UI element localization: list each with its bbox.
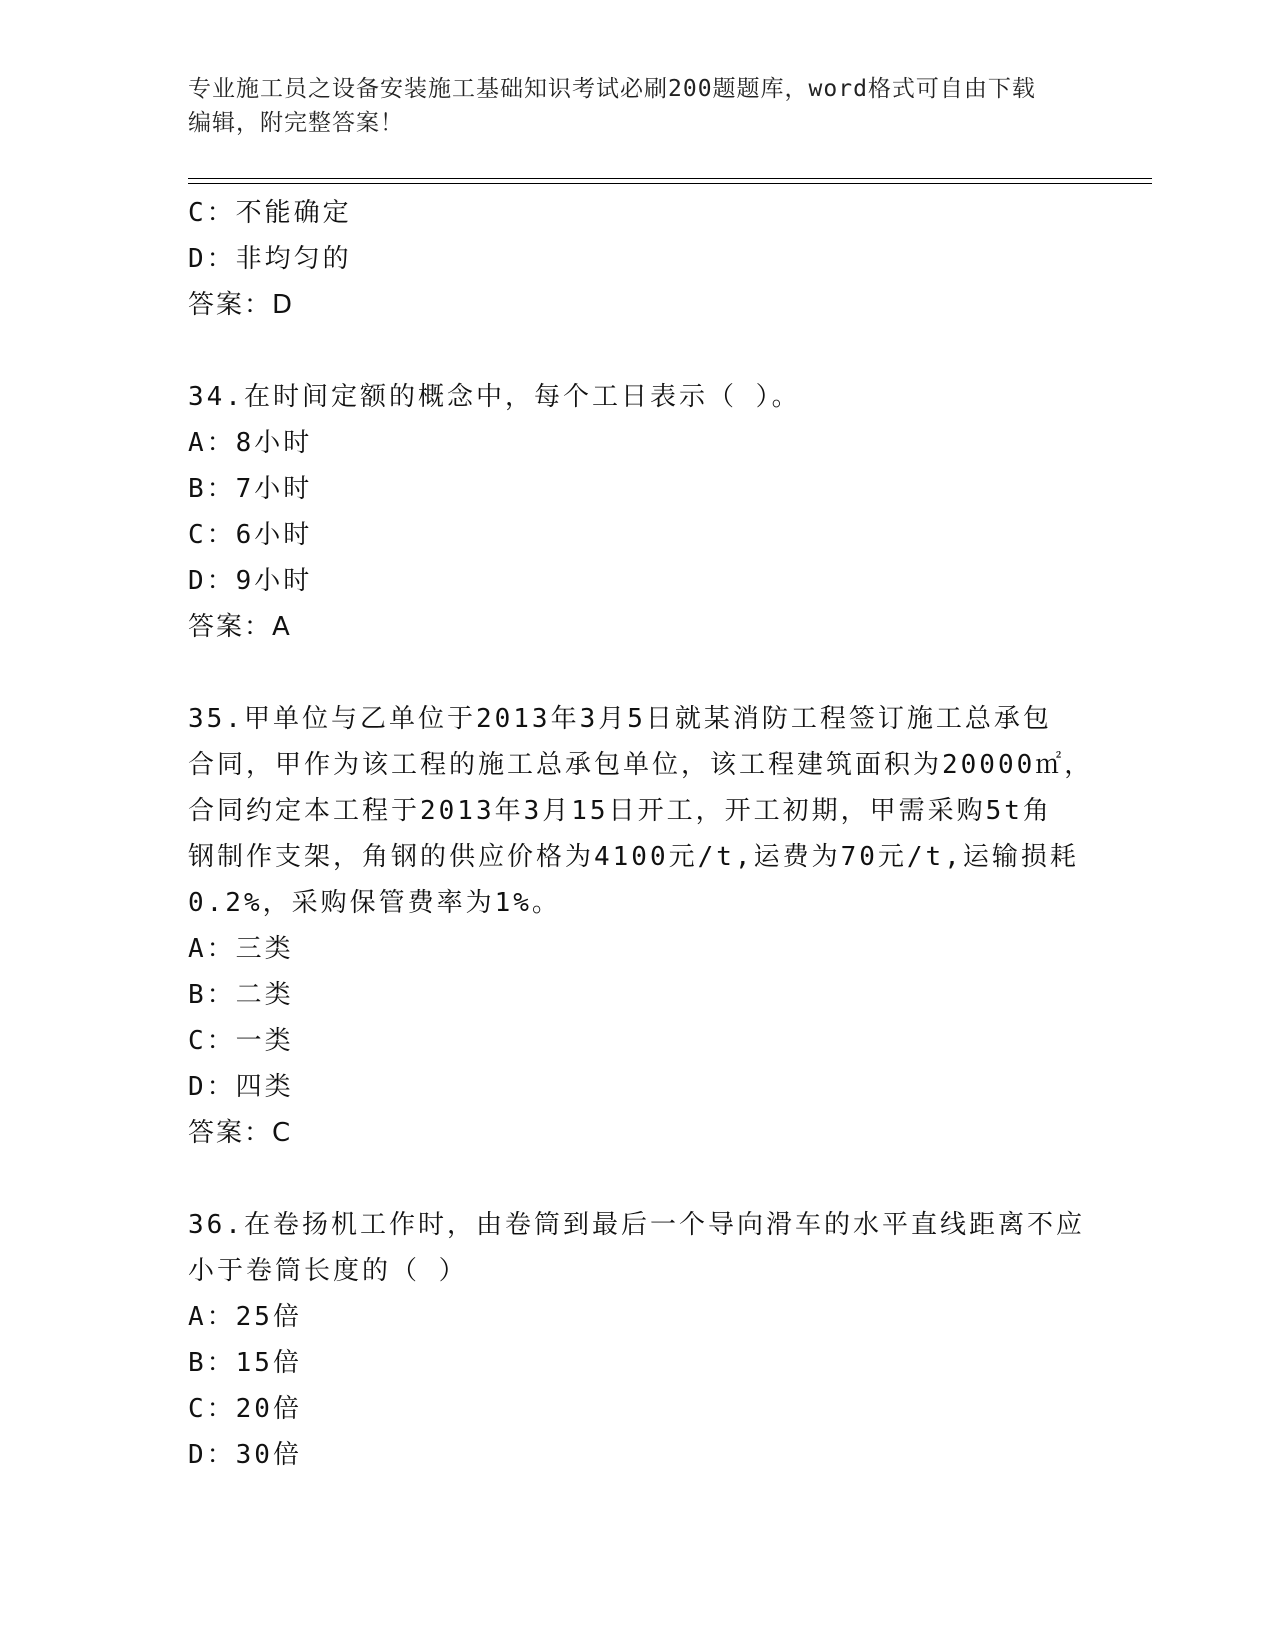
- q35-question-line: 合同约定本工程于2013年3月15日开工，开工初期，甲需采购5t角: [188, 796, 1052, 826]
- q36-option-d: D：30倍: [188, 1440, 302, 1470]
- q35-question-line: 合同，甲作为该工程的施工总承包单位，该工程建筑面积为20000㎡，: [188, 750, 1094, 780]
- q34-option-b: B：7小时: [188, 474, 313, 504]
- q35-question-line: 钢制作支架，角钢的供应价格为4100元/t,运费为70元/t,运输损耗: [188, 842, 1079, 872]
- header-divider-top: [188, 178, 1152, 179]
- q35-option-b: B：二类: [188, 980, 294, 1010]
- q35-question-text: [188, 696, 1094, 926]
- q36-option-c: C：20倍: [188, 1394, 302, 1424]
- question-35: [188, 696, 1094, 1156]
- q34-answer: 答案：A: [188, 612, 292, 642]
- q36-option-a: A：25倍: [188, 1302, 302, 1332]
- q34-option-c: C：6小时: [188, 520, 313, 550]
- q35-option-d: D：四类: [188, 1072, 294, 1102]
- question-content: [188, 190, 1094, 1478]
- spacer: [188, 328, 1088, 374]
- q35-question-line: 0.2%，采购保管费率为1%。: [188, 888, 561, 918]
- q34-question-text: 34.在时间定额的概念中，每个工日表示（ ）。: [188, 382, 801, 412]
- q33-option-d: D：非均匀的: [188, 244, 352, 274]
- q33-option-c: C：不能确定: [188, 198, 352, 228]
- spacer: [188, 1156, 1088, 1202]
- question-34: [188, 374, 1088, 650]
- header-title-line-1: 专业施工员之设备安装施工基础知识考试必刷200题题库，word格式可自由下载: [188, 76, 1036, 102]
- q36-question-line: 小于卷筒长度的（ ）: [188, 1256, 468, 1286]
- q36-question-line: 36.在卷扬机工作时，由卷筒到最后一个导向滑车的水平直线距离不应: [188, 1210, 1085, 1240]
- question-33: [188, 190, 1088, 328]
- question-36: [188, 1202, 1088, 1478]
- q35-question-line: 35.甲单位与乙单位于2013年3月5日就某消防工程签订施工总承包: [188, 704, 1052, 734]
- q35-option-c: C：一类: [188, 1026, 294, 1056]
- document-header: [188, 72, 1088, 140]
- q36-question-text: [188, 1202, 1088, 1294]
- q36-option-b: B：15倍: [188, 1348, 302, 1378]
- header-divider-bottom: [188, 183, 1152, 184]
- spacer: [188, 650, 1088, 696]
- q35-answer: 答案：C: [188, 1118, 293, 1148]
- q34-option-d: D：9小时: [188, 566, 313, 596]
- q33-answer: 答案：D: [188, 290, 295, 320]
- q34-option-a: A：8小时: [188, 428, 313, 458]
- q35-option-a: A：三类: [188, 934, 294, 964]
- header-title-line-2: 编辑，附完整答案！: [188, 110, 404, 136]
